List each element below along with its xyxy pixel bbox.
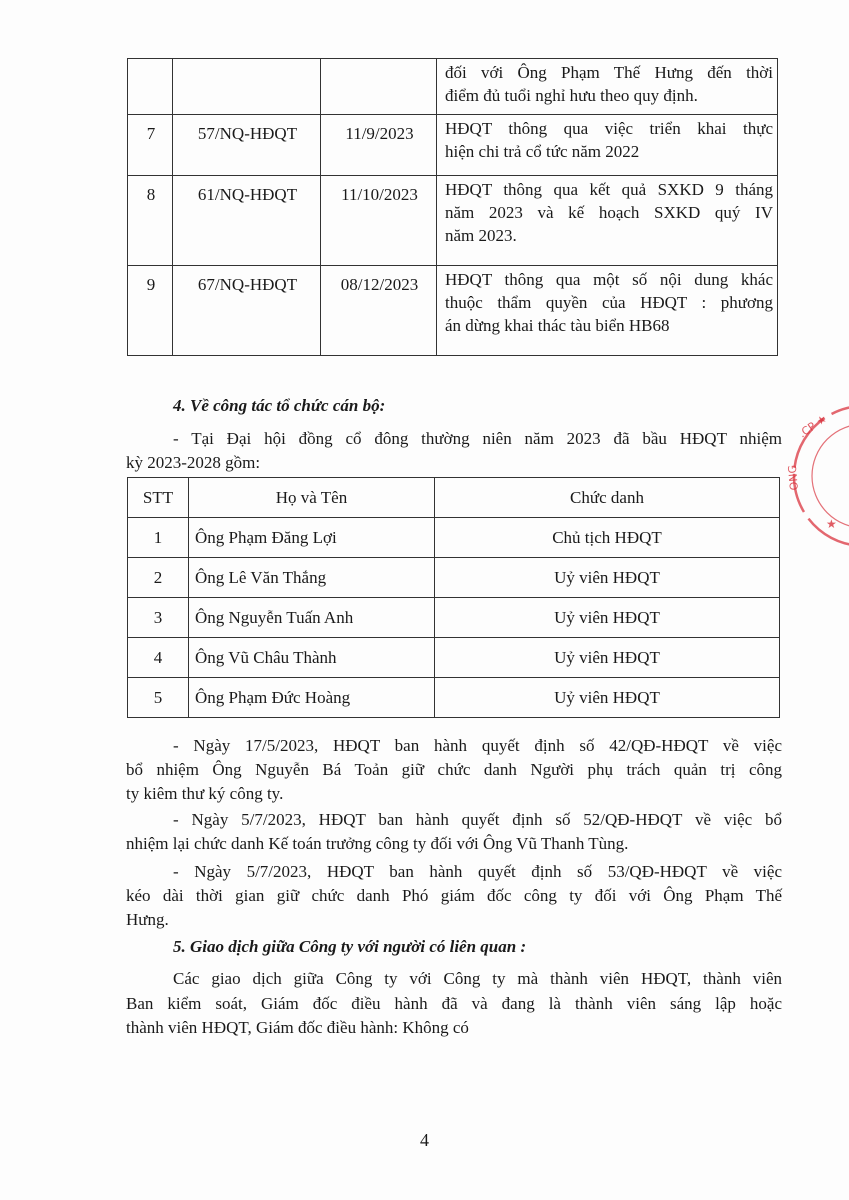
decision-paragraph-line: ty kiêm thư ký công ty. [126,784,284,803]
resolution-code: 67/NQ-HĐQT [173,266,321,356]
row-number: 9 [128,266,173,356]
resolutions-table [127,58,778,356]
member-stt: 3 [128,598,189,638]
resolution-content: đối với Ông Phạm Thế Hưng đến thời điểm đủ tuổi nghỉ hưu theo quy định. [437,59,778,115]
section-5-heading: 5. Giao dịch giữa Công ty với người có liên quan : [173,937,527,956]
member-name: Ông Vũ Châu Thành [189,638,435,678]
table-row [128,678,780,718]
svg-text:★: ★ [826,517,837,531]
table-row [128,518,780,558]
resolution-date: 08/12/2023 [321,266,437,356]
member-name: Ông Phạm Đức Hoàng [189,678,435,718]
member-stt: 5 [128,678,189,718]
section-5-paragraph-line: Các giao dịch giữa Công ty với Công ty mà thành viên HĐQT, thành viên [173,969,782,988]
decision-paragraph-line: Hưng. [126,910,169,929]
decision-paragraph-line: - Ngày 5/7/2023, HĐQT ban hành quyết định số 53/QĐ-HĐQT về việc [173,862,782,881]
decision-paragraph-line: bổ nhiệm Ông Nguyễn Bá Toản giữ chức danh Người phụ trách quản trị công [126,760,782,779]
decision-paragraph-line: nhiệm lại chức danh Kế toán trưởng công ty đối với Ông Vũ Thanh Tùng. [126,834,629,853]
section-4-intro-line: kỳ 2023-2028 gồm: [126,453,261,472]
decision-paragraph-line: - Ngày 5/7/2023, HĐQT ban hành quyết định số 52/QĐ-HĐQT về việc bổ [173,810,782,829]
page-number: 4 [420,1130,429,1150]
table-row [128,59,778,115]
resolution-content: HĐQT thông qua kết quả SXKD 9 tháng năm 2023 và kế hoạch SXKD quý IV năm 2023. [437,176,778,266]
table-row [128,558,780,598]
member-stt: 2 [128,558,189,598]
section-5-paragraph-line: thành viên HĐQT, Giám đốc điều hành: Không có [126,1018,469,1037]
member-title: Uỷ viên HĐQT [435,598,780,638]
resolution-content: HĐQT thông qua một số nội dung khác thuộc thẩm quyền của HĐQT : phương án dừng khai thác tàu biển HB68 [437,266,778,356]
table-row [128,115,778,176]
table-row [128,598,780,638]
resolution-content: HĐQT thông qua việc triển khai thực hiện chi trả cổ tức năm 2022 [437,115,778,176]
member-title: Uỷ viên HĐQT [435,558,780,598]
company-seal-stamp [786,398,849,558]
resolution-date [321,59,437,115]
row-number [128,59,173,115]
member-name: Ông Nguyễn Tuấn Anh [189,598,435,638]
resolution-code: 57/NQ-HĐQT [173,115,321,176]
member-name: Ông Lê Văn Thắng [189,558,435,598]
resolution-code [173,59,321,115]
member-name: Ông Phạm Đăng Lợi [189,518,435,558]
row-number: 7 [128,115,173,176]
member-stt: 1 [128,518,189,558]
section-5-paragraph-line: Ban kiểm soát, Giám đốc điều hành đã và đang là thành viên sáng lập hoặc [126,994,782,1013]
svg-text:ONG: ONG [786,464,801,491]
row-number: 8 [128,176,173,266]
table-row [128,176,778,266]
section-4-intro-line: - Tại Đại hội đồng cổ đông thường niên năm 2023 đã bầu HĐQT nhiệm [173,429,782,448]
table-header-row [128,478,780,518]
section-4-heading: 4. Về công tác tổ chức cán bộ: [173,396,386,415]
decision-paragraph-line: kéo dài thời gian giữ chức danh Phó giám đốc công ty đối với Ông Phạm Thế [126,886,782,905]
column-header-stt: STT [128,478,189,518]
svg-text:.CP ★: .CP ★ [796,411,830,441]
resolution-date: 11/10/2023 [321,176,437,266]
decision-paragraph-line: - Ngày 17/5/2023, HĐQT ban hành quyết định số 42/QĐ-HĐQT về việc [173,736,782,755]
member-title: Chủ tịch HĐQT [435,518,780,558]
column-header-title: Chức danh [435,478,780,518]
member-stt: 4 [128,638,189,678]
member-title: Uỷ viên HĐQT [435,638,780,678]
board-members-table [127,477,780,718]
resolution-code: 61/NQ-HĐQT [173,176,321,266]
resolution-date: 11/9/2023 [321,115,437,176]
table-row [128,638,780,678]
column-header-name: Họ và Tên [189,478,435,518]
table-row [128,266,778,356]
member-title: Uỷ viên HĐQT [435,678,780,718]
